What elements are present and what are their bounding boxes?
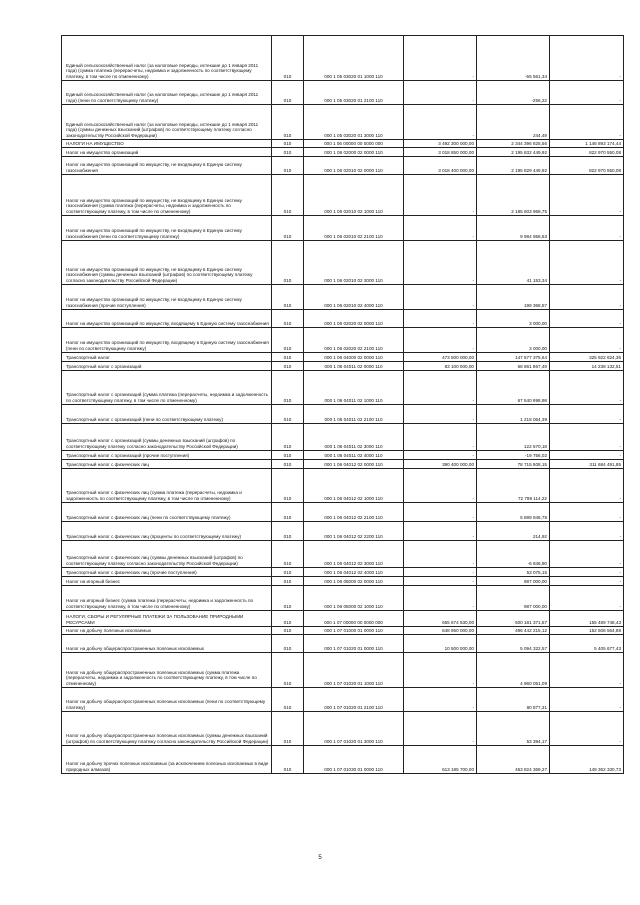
row-code-cell: 010	[272, 81, 304, 105]
table-row	[62, 746, 624, 774]
row-rest-cell: 325 922 624,36	[550, 353, 624, 362]
row-rest-cell: -	[550, 405, 624, 424]
row-fact-cell: 53 394,17	[477, 712, 550, 746]
row-code-cell: 010	[272, 577, 304, 586]
row-fact-cell: 72 799 114,22	[477, 469, 550, 503]
row-fact-cell: -19 756,02	[477, 451, 550, 460]
row-fact-cell: 147 577 375,64	[477, 353, 550, 362]
row-fact-cell: 987 000,00	[477, 577, 550, 586]
row-kbk-cell: 000 1 06 04000 02 0000 110	[304, 353, 404, 362]
row-fact-cell: 78 715 508,15	[477, 460, 550, 469]
row-kbk-cell: 000 1 06 04012 02 2100 110	[304, 503, 404, 522]
row-name-cell: Налог на игорный бизнес (сумма платежа (перерасчеты, недоимка и задолженность по соответствующему платежу, в том числе по отмененному)	[62, 586, 272, 611]
row-code-cell: 010	[272, 586, 304, 611]
row-name-cell: Налог на игорный бизнес	[62, 577, 272, 586]
table-row	[62, 175, 624, 216]
row-fact-cell: -6 846,90	[477, 541, 550, 568]
row-code-cell: 010	[272, 541, 304, 568]
row-code-cell: 010	[272, 635, 304, 653]
row-fact-cell: 80 877,31	[477, 688, 550, 712]
row-rest-cell: -	[550, 653, 624, 688]
row-plan-cell: -	[404, 568, 477, 577]
row-kbk-cell: 000 1 06 05000 02 1000 110	[304, 586, 404, 611]
row-kbk-cell: 000 1 06 00000 00 0000 000	[304, 140, 404, 148]
table-body	[62, 36, 624, 774]
row-kbk-cell: 000 1 06 02020 02 2100 110	[304, 328, 404, 353]
row-name-cell: НАЛОГИ, СБОРЫ И РЕГУЛЯРНЫЕ ПЛАТЕЖИ ЗА ПОЛЬЗОВАНИЕ ПРИРОДНЫМИ РЕСУРСАМИ	[62, 611, 272, 627]
row-kbk-cell: 000 1 06 04011 02 2100 110	[304, 405, 404, 424]
row-name-cell: Транспортный налог с организаций (прочие поступления)	[62, 451, 272, 460]
row-plan-cell: -	[404, 688, 477, 712]
row-plan-cell: 655 674 630,00	[404, 611, 477, 627]
row-fact-cell: 244,49	[477, 105, 550, 140]
row-fact-cell: 1 218 064,39	[477, 405, 550, 424]
row-name-cell: НАЛОГИ НА ИМУЩЕСТВО	[62, 140, 272, 148]
table-row	[62, 627, 624, 635]
table-row	[62, 611, 624, 627]
row-code-cell: 010	[272, 712, 304, 746]
row-plan-cell: 3 018 400 000,00	[404, 157, 477, 175]
row-fact-cell: 496 442 215,12	[477, 627, 550, 635]
row-name-cell: Транспортный налог с организаций (пени по соответствующему платежу)	[62, 405, 272, 424]
row-plan-cell: 3 492 300 000,00	[404, 140, 477, 148]
row-rest-cell: 822 970 550,08	[550, 148, 624, 157]
row-fact-cell: 67 540 998,98	[477, 371, 550, 405]
row-fact-cell: 122 570,18	[477, 424, 550, 451]
row-name-cell: Налог на имущество организаций по имуществу, не входящему в Единую систему газоснабжения (сумма платежа (перерасчеты, недоимка и задолженность по соответствующему платежу, в том числе по отмененному)	[62, 175, 272, 216]
row-rest-cell: -	[550, 371, 624, 405]
row-rest-cell: -	[550, 586, 624, 611]
row-plan-cell: -	[404, 36, 477, 81]
row-fact-cell: -256,22	[477, 81, 550, 105]
row-fact-cell: 3 000,00	[477, 310, 550, 328]
table-row	[62, 81, 624, 105]
row-fact-cell: 500 181 371,57	[477, 611, 550, 627]
table-row	[62, 424, 624, 451]
row-fact-cell: 214,92	[477, 522, 550, 541]
row-name-cell: Транспортный налог с организаций (сумма платежа (перерасчеты, недоимка и задолженность по соответствующему платежу, в том числе по отмененному)	[62, 371, 272, 405]
row-plan-cell: 613 185 700,00	[404, 746, 477, 774]
row-code-cell: 010	[272, 175, 304, 216]
table-row	[62, 712, 624, 746]
row-kbk-cell: 000 1 07 01020 01 0000 110	[304, 635, 404, 653]
row-plan-cell: 3 018 850 000,00	[404, 148, 477, 157]
row-plan-cell: -	[404, 653, 477, 688]
row-kbk-cell: 000 1 05 03020 01 3000 110	[304, 105, 404, 140]
row-name-cell: Налог на добычу общераспространенных полезных ископаемых (сумма платежа (перерасчеты, недоимка и задолженность по соответствующему платежу, в том числе по отмененному)	[62, 653, 272, 688]
table-row	[62, 451, 624, 460]
row-kbk-cell: 000 1 07 01020 01 1000 110	[304, 653, 404, 688]
table-row	[62, 586, 624, 611]
row-name-cell: Налог на имущество организаций	[62, 148, 272, 157]
row-plan-cell: -	[404, 451, 477, 460]
row-fact-cell: 987 000,00	[477, 586, 550, 611]
row-fact-cell: 199 368,57	[477, 285, 550, 310]
row-rest-cell: -	[550, 688, 624, 712]
row-rest-cell: -	[550, 712, 624, 746]
row-plan-cell: -	[404, 285, 477, 310]
row-code-cell: 010	[272, 140, 304, 148]
row-plan-cell: 473 500 000,00	[404, 353, 477, 362]
row-rest-cell: 152 508 564,88	[550, 627, 624, 635]
row-fact-cell: 68 861 867,49	[477, 362, 550, 371]
row-kbk-cell: 000 1 07 01020 01 2100 110	[304, 688, 404, 712]
row-code-cell: 010	[272, 310, 304, 328]
row-name-cell: Налог на имущество организаций по имуществу, входящему в Единую систему газоснабжения (пени по соответствующему платежу)	[62, 328, 272, 353]
row-rest-cell: 311 684 491,85	[550, 460, 624, 469]
table-row	[62, 362, 624, 371]
row-kbk-cell: 000 1 06 04012 02 0000 110	[304, 460, 404, 469]
table-row	[62, 371, 624, 405]
row-fact-cell: 53 075,15	[477, 568, 550, 577]
row-name-cell: Налог на имущество организаций по имуществу, не входящему в Единую систему газоснабжения (суммы денежных взысканий (штрафов) по соответствующему платежу согласно законодательству Российской Федерации)	[62, 241, 272, 285]
row-plan-cell: -	[404, 310, 477, 328]
row-rest-cell: -	[550, 36, 624, 81]
table-row	[62, 148, 624, 157]
row-code-cell: 010	[272, 36, 304, 81]
revenue-table	[61, 35, 624, 774]
row-code-cell: 010	[272, 285, 304, 310]
row-name-cell: Единый сельскохозяйственный налог (за налоговые периоды, истекшие до 1 января 2011 года) (суммы денежных взысканий (штрафов) по соответствующему платежу согласно законодательству Российской Федерации)	[62, 105, 272, 140]
row-code-cell: 010	[272, 568, 304, 577]
page-number: 5	[318, 855, 322, 861]
row-kbk-cell: 000 1 06 04011 02 0000 110	[304, 362, 404, 371]
table-row	[62, 503, 624, 522]
table-row	[62, 635, 624, 653]
row-code-cell: 010	[272, 241, 304, 285]
row-kbk-cell: 000 1 06 04011 02 4000 110	[304, 451, 404, 460]
row-rest-cell: -	[550, 577, 624, 586]
row-name-cell: Транспортный налог с физических лиц (сумма платежа (перерасчеты, недоимка и задолженность по соответствующему платежу, в том числе по отмененному)	[62, 469, 272, 503]
row-fact-cell: 2 185 603 968,75	[477, 175, 550, 216]
table-row	[62, 353, 624, 362]
row-plan-cell: -	[404, 105, 477, 140]
row-plan-cell: -	[404, 241, 477, 285]
row-plan-cell: -	[404, 175, 477, 216]
row-rest-cell: 149 362 330,73	[550, 746, 624, 774]
row-name-cell: Налог на имущество организаций по имуществу, не входящему в Единую систему газоснабжения	[62, 157, 272, 175]
row-kbk-cell: 000 1 06 02010 02 4000 110	[304, 285, 404, 310]
row-kbk-cell: 000 1 06 02010 02 0000 110	[304, 157, 404, 175]
row-plan-cell: -	[404, 541, 477, 568]
row-plan-cell: -	[404, 577, 477, 586]
table-row	[62, 241, 624, 285]
table-row	[62, 688, 624, 712]
row-fact-cell: 5 094 322,57	[477, 635, 550, 653]
table-row	[62, 216, 624, 241]
row-fact-cell: -55 561,34	[477, 36, 550, 81]
row-rest-cell: -	[550, 175, 624, 216]
row-code-cell: 010	[272, 746, 304, 774]
row-code-cell: 010	[272, 353, 304, 362]
row-kbk-cell: 000 1 06 04011 02 3000 110	[304, 424, 404, 451]
table-row	[62, 568, 624, 577]
table-row	[62, 36, 624, 81]
table-row	[62, 460, 624, 469]
row-plan-cell: -	[404, 586, 477, 611]
row-kbk-cell: 000 1 07 01000 01 0000 110	[304, 627, 404, 635]
row-plan-cell: -	[404, 216, 477, 241]
row-rest-cell: -	[550, 216, 624, 241]
row-code-cell: 010	[272, 653, 304, 688]
row-rest-cell: 822 970 550,08	[550, 157, 624, 175]
row-kbk-cell: 000 1 06 04012 02 3000 110	[304, 541, 404, 568]
row-code-cell: 010	[272, 216, 304, 241]
row-fact-cell: 2 195 829 449,92	[477, 157, 550, 175]
row-name-cell: Единый сельскохозяйственный налог (за налоговые периоды, истекшие до 1 января 2011 года) (сумма платежа (перерасчеты, недоимка и задолженность по соответствующему платежу, в том числе по отмененному)	[62, 36, 272, 81]
row-kbk-cell: 000 1 07 00000 00 0000 000	[304, 611, 404, 627]
table-row	[62, 469, 624, 503]
row-name-cell: Налог на добычу полезных ископаемых	[62, 627, 272, 635]
row-fact-cell: 3 000,00	[477, 328, 550, 353]
row-kbk-cell: 000 1 06 02010 02 3000 110	[304, 241, 404, 285]
row-rest-cell: 1 148 893 174,44	[550, 140, 624, 148]
row-name-cell: Налог на добычу общераспространенных полезных ископаемых (пени по соответствующему платежу)	[62, 688, 272, 712]
row-kbk-cell: 000 1 06 04012 02 2200 110	[304, 522, 404, 541]
row-name-cell: Транспортный налог с организаций	[62, 362, 272, 371]
row-fact-cell: 5 889 946,78	[477, 503, 550, 522]
row-code-cell: 010	[272, 405, 304, 424]
row-plan-cell: -	[404, 81, 477, 105]
row-kbk-cell: 000 1 06 04011 02 1000 110	[304, 371, 404, 405]
row-name-cell: Налог на добычу общераспространенных полезных ископаемых	[62, 635, 272, 653]
table-row	[62, 405, 624, 424]
row-code-cell: 010	[272, 105, 304, 140]
row-rest-cell: -	[550, 241, 624, 285]
row-code-cell: 010	[272, 328, 304, 353]
table-row	[62, 653, 624, 688]
row-rest-cell: -	[550, 328, 624, 353]
row-name-cell: Транспортный налог с физических лиц (пени по соответствующему платежу)	[62, 503, 272, 522]
row-code-cell: 010	[272, 627, 304, 635]
row-name-cell: Транспортный налог с физических лиц (прочие поступления)	[62, 568, 272, 577]
row-plan-cell: -	[404, 712, 477, 746]
row-rest-cell: 5 405 677,43	[550, 635, 624, 653]
row-name-cell: Налог на имущество организаций по имуществу, входящему в Единую систему газоснабжения	[62, 310, 272, 328]
table-row	[62, 310, 624, 328]
row-kbk-cell: 000 1 06 02010 02 1000 110	[304, 175, 404, 216]
row-code-cell: 010	[272, 503, 304, 522]
row-fact-cell: 41 153,34	[477, 241, 550, 285]
row-code-cell: 010	[272, 371, 304, 405]
table-row	[62, 285, 624, 310]
row-fact-cell: 4 960 051,09	[477, 653, 550, 688]
row-kbk-cell: 000 1 06 04012 02 1000 110	[304, 469, 404, 503]
row-name-cell: Транспортный налог с физических лиц (проценты по соответствующему платежу)	[62, 522, 272, 541]
row-kbk-cell: 000 1 06 02010 02 2100 110	[304, 216, 404, 241]
row-code-cell: 010	[272, 424, 304, 451]
row-kbk-cell: 000 1 06 05000 02 0000 110	[304, 577, 404, 586]
table-row	[62, 105, 624, 140]
row-kbk-cell: 000 1 06 02020 02 0000 110	[304, 310, 404, 328]
row-rest-cell: -	[550, 424, 624, 451]
row-kbk-cell: 000 1 05 03020 01 1000 110	[304, 36, 404, 81]
row-name-cell: Транспортный налог с физических лиц (суммы денежных взысканий (штрафов) по соответствующему платежу согласно законодательству Российской Федерации)	[62, 541, 272, 568]
row-plan-cell: -	[404, 522, 477, 541]
row-plan-cell: -	[404, 503, 477, 522]
row-name-cell: Единый сельскохозяйственный налог (за налоговые периоды, истекшие до 1 января 2011 года) (пени по соответствующему платежу)	[62, 81, 272, 105]
row-plan-cell: -	[404, 328, 477, 353]
row-code-cell: 010	[272, 460, 304, 469]
row-rest-cell: -	[550, 568, 624, 577]
row-name-cell: Транспортный налог с организаций (суммы денежных взысканий (штрафов) по соответствующему платежу согласно законодательству Российской Федерации)	[62, 424, 272, 451]
row-rest-cell: -	[550, 451, 624, 460]
table-row	[62, 541, 624, 568]
row-name-cell: Транспортный налог	[62, 353, 272, 362]
row-rest-cell: -	[550, 541, 624, 568]
row-plan-cell: 10 500 000,00	[404, 635, 477, 653]
table-row	[62, 140, 624, 148]
row-kbk-cell: 000 1 07 01030 01 0000 110	[304, 746, 404, 774]
row-plan-cell: -	[404, 371, 477, 405]
row-name-cell: Налог на имущество организаций по имуществу, не входящему в Единую систему газоснабжения (пени по соответствующему платежу)	[62, 216, 272, 241]
row-fact-cell: 463 824 369,27	[477, 746, 550, 774]
row-fact-cell: 2 195 832 449,92	[477, 148, 550, 157]
row-rest-cell: -	[550, 469, 624, 503]
row-plan-cell: 390 400 000,00	[404, 460, 477, 469]
row-kbk-cell: 000 1 06 04012 02 4000 110	[304, 568, 404, 577]
row-rest-cell: -	[550, 522, 624, 541]
row-plan-cell: -	[404, 469, 477, 503]
row-code-cell: 010	[272, 522, 304, 541]
row-rest-cell: -	[550, 310, 624, 328]
table-row	[62, 157, 624, 175]
table-row	[62, 577, 624, 586]
row-code-cell: 010	[272, 362, 304, 371]
row-code-cell: 010	[272, 611, 304, 627]
row-rest-cell: -	[550, 285, 624, 310]
row-fact-cell: 9 984 958,63	[477, 216, 550, 241]
row-code-cell: 010	[272, 688, 304, 712]
table-row	[62, 328, 624, 353]
row-name-cell: Транспортный налог с физических лиц	[62, 460, 272, 469]
row-name-cell: Налог на добычу общераспространенных полезных ископаемых (суммы денежных взысканий (штрафов) по соответствующему платежу согласно законодательству Российской Федерации)	[62, 712, 272, 746]
row-rest-cell: -	[550, 503, 624, 522]
row-kbk-cell: 000 1 06 02000 02 0000 110	[304, 148, 404, 157]
row-kbk-cell: 000 1 05 03020 01 2100 110	[304, 81, 404, 105]
row-code-cell: 010	[272, 451, 304, 460]
row-plan-cell: 83 100 000,00	[404, 362, 477, 371]
row-rest-cell: -	[550, 105, 624, 140]
row-code-cell: 010	[272, 148, 304, 157]
row-plan-cell: 648 950 000,00	[404, 627, 477, 635]
table-row	[62, 522, 624, 541]
row-rest-cell: -	[550, 81, 624, 105]
row-fact-cell: 2 344 396 825,56	[477, 140, 550, 148]
row-name-cell: Налог на имущество организаций по имуществу, не входящему в Единую систему газоснабжения (прочие поступления)	[62, 285, 272, 310]
row-plan-cell: -	[404, 405, 477, 424]
row-rest-cell: 14 238 132,51	[550, 362, 624, 371]
row-name-cell: Налог на добычу прочих полезных ископаемых (за исключением полезных ископаемых в виде природных алмазов)	[62, 746, 272, 774]
row-code-cell: 010	[272, 469, 304, 503]
report-sheet	[61, 35, 623, 774]
row-rest-cell: 155 489 748,43	[550, 611, 624, 627]
row-plan-cell: -	[404, 424, 477, 451]
row-kbk-cell: 000 1 07 01020 01 3000 110	[304, 712, 404, 746]
row-code-cell: 010	[272, 157, 304, 175]
